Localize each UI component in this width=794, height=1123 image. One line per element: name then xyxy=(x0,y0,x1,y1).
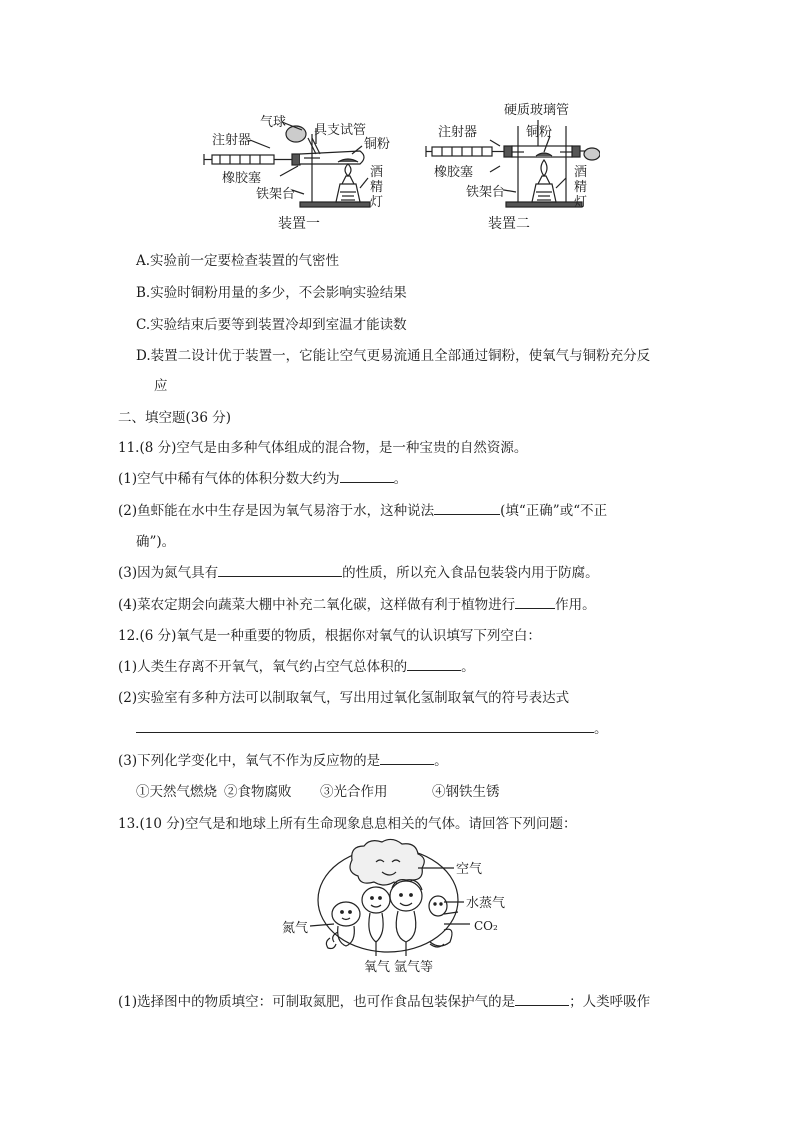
q11-part3-text: (3)因为氮气具有 xyxy=(118,565,219,581)
q11-part2 xyxy=(118,499,607,519)
option-d-line2: 应 xyxy=(154,378,168,394)
q12-part1 xyxy=(118,655,475,675)
q12-part3-text: (3)下列化学变化中，氧气不作为反应物的是 xyxy=(118,753,381,769)
q13-label-co2: CO₂ xyxy=(474,919,498,933)
option-c: C.实验结束后要等到装置冷却到室温才能读数 xyxy=(136,317,407,333)
q11-part1-text: (1)空气中稀有气体的体积分数大约为 xyxy=(118,471,340,487)
fig1-label-syringe: 注射器 xyxy=(212,133,252,148)
q11-part1-blank[interactable] xyxy=(340,468,394,483)
q13-label-nitrogen: 氮气 xyxy=(282,921,309,936)
q11-part1-end: 。 xyxy=(393,471,408,487)
fig1-caption: 装置一 xyxy=(278,216,320,232)
q12-part3 xyxy=(118,749,448,769)
q11-part4-end: 作用。 xyxy=(555,597,596,613)
option-b: B.实验时铜粉用量的多少，不会影响实验结果 xyxy=(136,285,407,301)
q12-choice-4: ④钢铁生锈 xyxy=(432,784,500,800)
q13-label-oxygen: 氧气 xyxy=(364,960,391,975)
q13-label-water-vapor: 水蒸气 xyxy=(466,896,506,911)
q11-part2-blank[interactable] xyxy=(434,500,500,515)
q13-part1-blank[interactable] xyxy=(515,991,569,1006)
air-composition-cartoon xyxy=(280,838,520,978)
q12-part1-text: (1)人类生存离不开氧气，氧气约占空气总体积的 xyxy=(118,659,408,675)
fig1-label-lamp-2: 精 xyxy=(370,180,384,195)
fig1-label-lamp-3: 灯 xyxy=(370,195,384,210)
q13-part1 xyxy=(118,990,650,1010)
q12-stem: 12.(6 分)氧气是一种重要的物质，根据你对氧气的认识填写下列空白： xyxy=(118,628,541,644)
fig1-label-stopper: 橡胶塞 xyxy=(222,171,262,186)
q13-label-air: 空气 xyxy=(456,862,483,877)
q12-choice-3: ③光合作用 xyxy=(320,784,388,800)
q11-part4 xyxy=(118,593,596,613)
option-a: A.实验前一定要检查装置的气密性 xyxy=(136,253,340,269)
fig2-label-copper: 铜粉 xyxy=(526,125,553,140)
q12-choice-1: ①天然气燃烧 xyxy=(136,784,217,800)
fig2-label-lamp-1: 酒 xyxy=(574,165,588,180)
fig2-label-iron-stand: 铁架台 xyxy=(466,185,506,200)
q12-part3-end: 。 xyxy=(434,753,448,769)
q13-part1-end: ；人类呼吸作 xyxy=(569,994,651,1010)
fig2-label-stopper: 橡胶塞 xyxy=(434,165,474,180)
q11-part3-end: 的性质，所以充入食品包装袋内用于防腐。 xyxy=(342,565,599,581)
q12-part2-answer-line xyxy=(136,717,608,737)
option-d-line1: D.装置二设计优于装置一，它能让空气更易流通且全部通过铜粉，使氧气与铜粉充分反 xyxy=(136,348,651,364)
fig1-label-branched-tube: 具支试管 xyxy=(314,123,367,138)
q11-part4-text: (4)菜农定期会向蔬菜大棚中补充二氧化碳，这样做有利于植物进行 xyxy=(118,597,516,613)
q11-part2-hint: (填“正确”或“不正 xyxy=(500,503,608,519)
q13-label-argon: 氩气等 xyxy=(394,960,434,975)
q11-part3 xyxy=(118,561,599,581)
q12-part2-end: 。 xyxy=(594,721,608,737)
fig2-label-lamp-3: 灯 xyxy=(574,195,588,210)
fig2-caption: 装置二 xyxy=(488,216,530,232)
apparatus-figure xyxy=(200,96,600,236)
q12-part2-blank[interactable] xyxy=(136,718,594,733)
fig2-label-syringe: 注射器 xyxy=(438,125,478,140)
q11-part3-blank[interactable] xyxy=(218,562,342,577)
fig2-label-glass-tube: 硬质玻璃管 xyxy=(504,103,570,118)
q11-part1 xyxy=(118,467,407,487)
q12-part1-end: 。 xyxy=(461,659,475,675)
q12-part1-blank[interactable] xyxy=(407,656,461,671)
q13-part1-text: (1)选择图中的物质填空：可制取氮肥，也可作食品包装保护气的是 xyxy=(118,994,516,1010)
fig1-label-balloon: 气球 xyxy=(260,115,287,130)
q12-part3-blank[interactable] xyxy=(380,750,434,765)
q13-stem: 13.(10 分)空气是和地球上所有生命现象息息相关的气体。请回答下列问题： xyxy=(118,816,577,832)
q11-part2-cont: 确”)。 xyxy=(136,534,176,550)
section-heading: 二、填空题(36 分) xyxy=(118,410,232,426)
q11-stem: 11.(8 分)空气是由多种气体组成的混合物，是一种宝贵的自然资源。 xyxy=(118,440,528,456)
q12-choice-2: ②食物腐败 xyxy=(224,784,292,800)
q11-part4-blank[interactable] xyxy=(515,594,555,609)
fig1-label-lamp-1: 酒 xyxy=(370,165,384,180)
q12-part2: (2)实验室有多种方法可以制取氧气，写出用过氧化氢制取氧气的符号表达式 xyxy=(118,690,570,706)
fig1-label-copper: 铜粉 xyxy=(364,137,391,152)
fig1-label-iron-stand: 铁架台 xyxy=(256,187,296,202)
fig2-label-lamp-2: 精 xyxy=(574,180,588,195)
q11-part2-text: (2)鱼虾能在水中生存是因为氧气易溶于水，这种说法 xyxy=(118,503,435,519)
